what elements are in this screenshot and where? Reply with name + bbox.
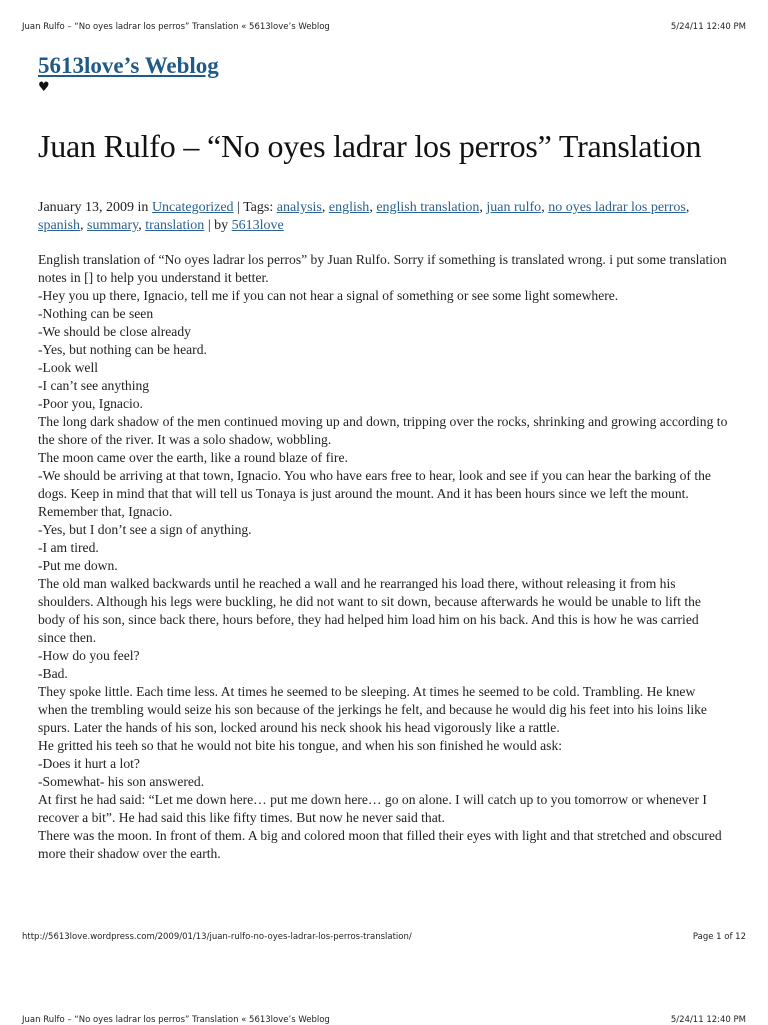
paragraph: -Poor you, Ignacio. bbox=[38, 396, 143, 411]
heart-icon: ♥ bbox=[38, 80, 50, 95]
paragraph: -Somewhat- his son answered. bbox=[38, 774, 205, 789]
tag-link-juan-rulfo[interactable]: juan rulfo bbox=[486, 200, 542, 215]
tag-link-no-oyes-ladrar-los-perros[interactable]: no oyes ladrar los perros bbox=[548, 200, 686, 215]
paragraph: There was the moon. In front of them. A big and colored moon that filled their eyes with light and that stretched and obscured more their shadow over the earth. bbox=[38, 828, 722, 861]
paragraph: English translation of “No oyes ladrar los perros” by Juan Rulfo. Sorry if something is translated wrong. i put some translation notes in [] to help you understand it better. bbox=[38, 252, 727, 285]
post-content bbox=[38, 251, 728, 863]
paragraph: -We should be close already bbox=[38, 324, 191, 339]
print-footer bbox=[22, 932, 746, 942]
print-header bbox=[22, 22, 746, 32]
paragraph: -Does it hurt a lot? bbox=[38, 756, 140, 771]
print-header-date: 5/24/11 12:40 PM bbox=[670, 1015, 746, 1025]
paragraph: -We should be arriving at that town, Ignacio. You who have ears free to hear, look and see if you can hear the barking of the dogs. Keep in mind that that will tell us Tonaya is just around the mount. And it has been hours since we left the mount. Remember that, Ignacio. bbox=[38, 468, 711, 519]
author-link[interactable]: 5613love bbox=[231, 218, 284, 233]
tag-link-spanish[interactable]: spanish bbox=[38, 218, 80, 233]
paragraph: At first he had said: “Let me down here… put me down here… go on alone. I will catch up to you tomorrow or whenever I recover a bit”. He had said this like fifty times. But now he never said that. bbox=[38, 792, 707, 825]
print-footer-url: http://5613love.wordpress.com/2009/01/13/juan-rulfo-no-oyes-ladrar-los-perros-translation/ bbox=[22, 932, 412, 942]
paragraph: -Yes, but I don’t see a sign of anything. bbox=[38, 522, 252, 537]
post-meta: January 13, 2009 in Uncategorized | Tags: analysis, english, english translation, juan rulfo, no oyes ladrar los perros, spanish, summary, translation | by 5613love bbox=[38, 200, 690, 233]
print-footer-page: Page 1 of 12 bbox=[692, 932, 746, 942]
tags-label: | Tags: bbox=[233, 200, 277, 215]
paragraph: -Nothing can be seen bbox=[38, 306, 154, 321]
paragraph: -I am tired. bbox=[38, 540, 99, 555]
paragraph: -Yes, but nothing can be heard. bbox=[38, 342, 207, 357]
tag-link-english-translation[interactable]: english translation bbox=[376, 200, 480, 215]
paragraph: They spoke little. Each time less. At times he seemed to be sleeping. At times he seemed to be cold. Trambling. He knew when the trembling would seize his son because of the jerkings he felt, and because he would dig his feet into his loins like spurs. Later the hands of his son, locked around his neck shook his head vigorously like a rattle. bbox=[38, 684, 707, 735]
paragraph: -Bad. bbox=[38, 666, 68, 681]
paragraph: -Look well bbox=[38, 360, 99, 375]
print-header-title: Juan Rulfo – “No oyes ladrar los perros” Translation « 5613love’s Weblog bbox=[22, 1015, 330, 1025]
tag-link-summary[interactable]: summary bbox=[87, 218, 139, 233]
paragraph: The long dark shadow of the men continued moving up and down, tripping over the rocks, shrinking and growing according to the shore of the river. It was a solo shadow, wobbling. bbox=[38, 414, 728, 447]
tag-link-english[interactable]: english bbox=[328, 200, 370, 215]
print-header-title: Juan Rulfo – “No oyes ladrar los perros” Translation « 5613love’s Weblog bbox=[22, 22, 330, 32]
tag-link-analysis[interactable]: analysis bbox=[276, 200, 322, 215]
blog-title-link[interactable]: 5613love’s Weblog bbox=[38, 53, 219, 78]
paragraph: The old man walked backwards until he reached a wall and he rearranged his load there, without releasing it from his shoulders. Although his legs were buckling, he did not want to sit down, because afterwards he would be unable to lift the body of his son, since back there, hours before, they had helped him load him on his back. And this is how he was carried since then. bbox=[38, 576, 701, 645]
paragraph: -How do you feel? bbox=[38, 648, 140, 663]
category-link[interactable]: Uncategorized bbox=[151, 200, 234, 215]
by-label: | by bbox=[204, 218, 232, 233]
post-date: January 13, 2009 in bbox=[38, 200, 152, 215]
paragraph: -Put me down. bbox=[38, 558, 118, 573]
paragraph: -Hey you up there, Ignacio, tell me if you can not hear a signal of something or see some light somewhere. bbox=[38, 288, 619, 303]
paragraph: -I can’t see anything bbox=[38, 378, 150, 393]
post-title: Juan Rulfo – “No oyes ladrar los perros” Translation bbox=[38, 128, 702, 164]
paragraph: The moon came over the earth, like a round blaze of fire. bbox=[38, 450, 348, 465]
paragraph: He gritted his teeh so that he would not bite his tongue, and when his son finished he would ask: bbox=[38, 738, 563, 753]
tag-link-translation[interactable]: translation bbox=[145, 218, 205, 233]
print-header-date: 5/24/11 12:40 PM bbox=[670, 22, 746, 32]
